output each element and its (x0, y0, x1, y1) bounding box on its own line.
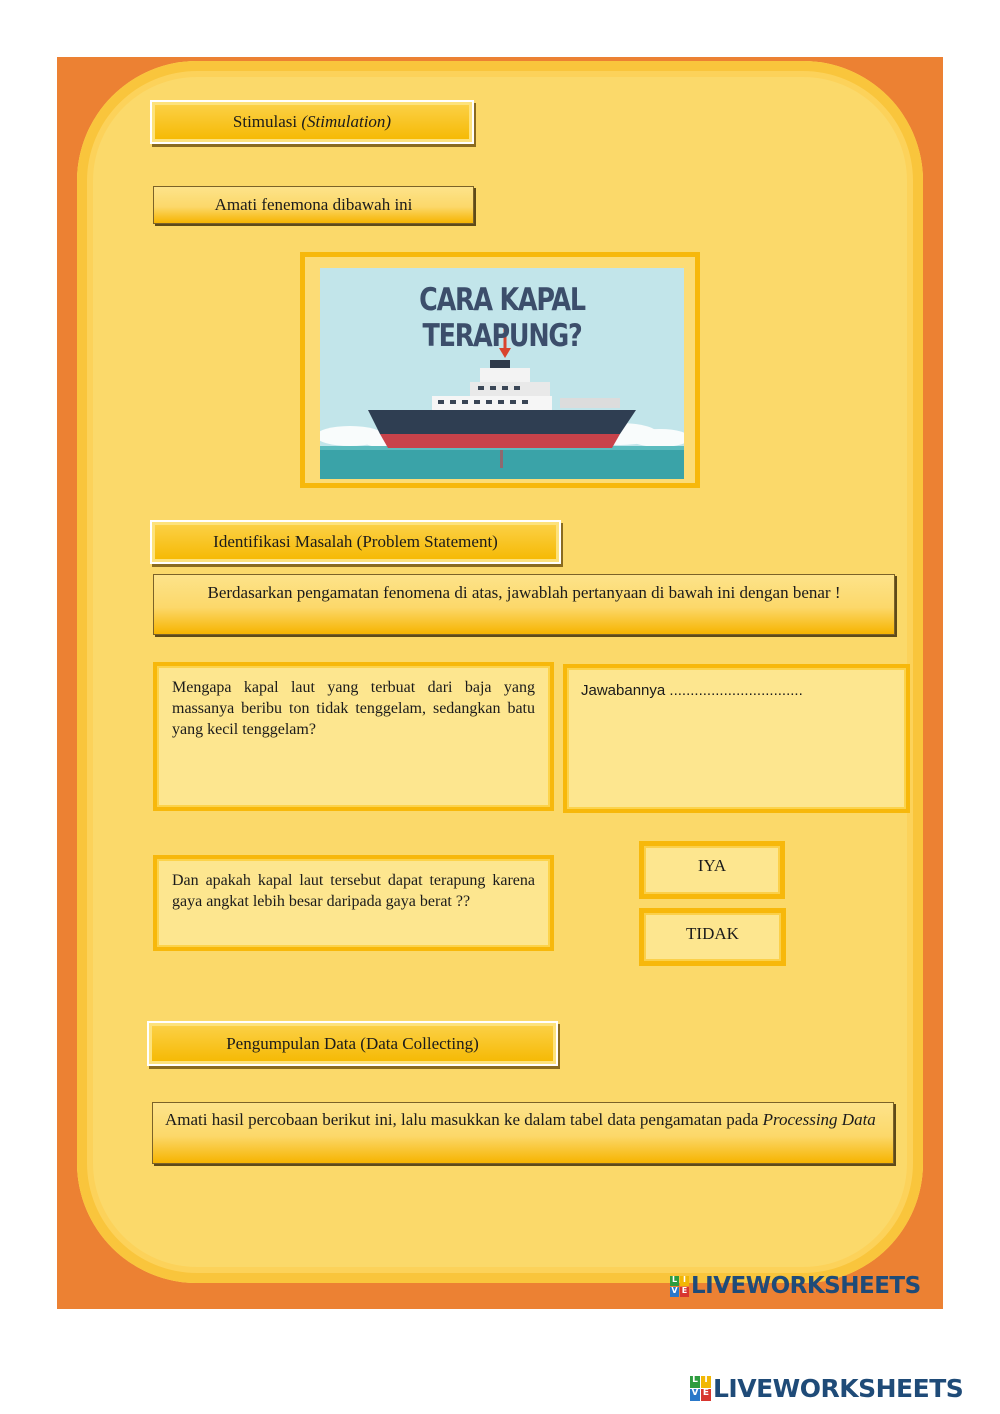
liveworksheets-wordmark-inner: LIVEWORKSHEETS (691, 1273, 921, 1299)
observe-header (153, 186, 474, 224)
answer-1-placeholder: Jawabannya ................................ (581, 682, 803, 699)
question-1-text: Mengapa kapal laut yang terbuat dari baja yang massanya beribu ton tidak tenggelam, sedangkan batu yang kecil tenggelam? (172, 679, 535, 738)
pengumpulan-header (147, 1021, 558, 1066)
liveworksheets-wordmark-footer: LIVEWORKSHEETS (713, 1374, 964, 1403)
question-2-text: Dan apakah kapal laut tersebut dapat terapung karena gaya angkat lebih besar daripada gaya berat ?? (172, 872, 535, 910)
liveworksheets-logo-inner (670, 1273, 921, 1299)
question-box-1 (153, 662, 554, 811)
pengumpulan-label: Pengumpulan Data (Data Collecting) (226, 1033, 479, 1053)
instruction-2-italic: Processing Data (762, 1110, 876, 1129)
choice-tidak-button[interactable] (639, 908, 786, 966)
ship-image-frame (300, 252, 700, 488)
liveworksheets-footer-icon: L I V E (690, 1376, 711, 1401)
choice-tidak-label: TIDAK (686, 924, 739, 943)
instruction-1-text: Berdasarkan pengamatan fenomena di atas, jawablah pertanyaan di bawah ini dengan benar ! (207, 583, 841, 602)
liveworksheets-logo-footer (690, 1374, 963, 1403)
identifikasi-header (150, 520, 561, 564)
choice-iya-label: IYA (697, 856, 727, 875)
answer-box-1[interactable] (563, 664, 910, 813)
liveworksheets-icon: L I V E (671, 1274, 688, 1295)
instruction-2-text: Amati hasil percobaan berikut ini, lalu masukkan ke dalam tabel data pengamatan pada (165, 1110, 763, 1129)
image-caption: CARA KAPAL TERAPUNG? (419, 282, 585, 354)
stimulasi-header (150, 100, 474, 144)
stimulasi-label-italic: (Stimulation) (301, 112, 392, 131)
identifikasi-label: Identifikasi Masalah (Problem Statement) (213, 532, 498, 551)
choice-iya-button[interactable] (639, 841, 785, 899)
observe-label: Amati fenemona dibawah ini (214, 195, 413, 214)
question-box-2 (153, 855, 554, 951)
instruction-box-1 (153, 574, 895, 635)
stimulasi-label: Stimulasi (232, 112, 302, 131)
instruction-box-2 (152, 1102, 894, 1164)
ship-image (320, 268, 684, 479)
